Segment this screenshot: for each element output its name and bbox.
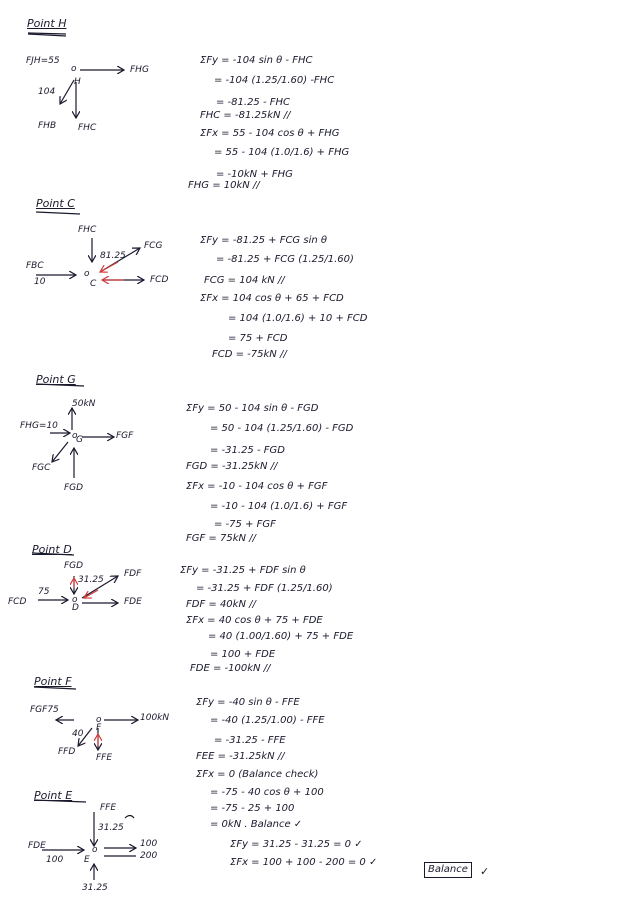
equation-line: ΣFy = 31.25 - 31.25 = 0 ✓ [230, 839, 363, 850]
fgc-label: FGC [32, 463, 51, 473]
fbc-label: FBC [26, 261, 44, 271]
equation-line: = -31.25 + FDF (1.25/1.60) [196, 583, 333, 594]
equation-line: FDF = 40kN // [186, 599, 256, 610]
ffe-label: FFE [100, 803, 117, 813]
node-f-point: o [96, 715, 102, 725]
equation-line: = -75 + FGF [214, 519, 276, 530]
d-label: D [72, 603, 79, 613]
equation-line: ΣFx = 0 (Balance check) [196, 769, 319, 780]
equation-line: ΣFy = -31.25 + FDF sin θ [180, 565, 306, 576]
fgd-label: FGD [64, 483, 84, 493]
equation-line: FGD = -31.25kN // [186, 461, 278, 472]
equation-line: = 55 - 104 (1.0/1.6) + FHG [214, 147, 350, 158]
fhc-label: FHC [78, 225, 97, 235]
fjh-label: FJH=55 [26, 56, 60, 66]
equation-line: = -10 - 104 (1.0/1.6) + FGF [210, 501, 348, 512]
forty-label: 40 [72, 729, 84, 739]
equation-line: = 100 + FDE [210, 649, 276, 660]
ten-label: 10 [34, 277, 46, 287]
point-e-heading: Point E [34, 789, 73, 802]
f-label: F [96, 723, 102, 733]
fdf-label: FDF [124, 569, 142, 579]
bottom-value-label: 31.25 [82, 883, 108, 893]
equation-line: FHG = 10kN // [188, 180, 260, 191]
h-label: H [74, 77, 81, 87]
equation-line: = -104 (1.25/1.60) -FHC [214, 75, 335, 86]
balance-box: Balance [424, 862, 472, 878]
seventyfive-label: 75 [38, 587, 50, 597]
node-d-point: o [72, 595, 78, 605]
point-h-diagram [28, 34, 124, 118]
equation-line: = -81.25 - FHC [216, 97, 291, 108]
fgf-label: FGF75 [30, 705, 59, 715]
equation-line: = -75 - 25 + 100 [210, 803, 295, 814]
d-value-label: 31.25 [78, 575, 104, 585]
equation-line: = -31.25 - FFE [214, 735, 286, 746]
node-g-point: o [72, 431, 78, 441]
right-100-label: 100 [140, 839, 158, 849]
point-d-heading: Point D [32, 543, 72, 556]
node-h-point: o [71, 64, 77, 74]
fde-label: FDE [28, 841, 46, 851]
e-label: E [84, 855, 90, 865]
equation-line: ΣFy = 50 - 104 sin θ - FGD [186, 403, 319, 414]
fhc-label: FHC [78, 123, 97, 133]
equation-line: = 0kN . Balance ✓ [210, 819, 303, 830]
equation-line: ΣFy = -40 sin θ - FFE [196, 697, 300, 708]
fgd-label: FGD [64, 561, 84, 571]
ffe-label: FFE [96, 753, 113, 763]
equation-line: = -75 - 40 cos θ + 100 [210, 787, 324, 798]
f104-label: 104 [38, 87, 56, 97]
point-c-heading: Point C [36, 197, 75, 210]
equation-line: ΣFx = 104 cos θ + 65 + FCD [200, 293, 344, 304]
c-value-label: 81.25 [100, 251, 126, 261]
equation-line: = 40 (1.00/1.60) + 75 + FDE [208, 631, 354, 642]
equation-line: FEE = -31.25kN // [196, 751, 285, 762]
equation-line: FCG = 104 kN // [204, 275, 285, 286]
point-c-diagram [36, 212, 144, 280]
equation-line: FHC = -81.25kN // [200, 110, 291, 121]
node-c-point: o [84, 269, 90, 279]
e-value-label: 31.25 [98, 823, 124, 833]
fgf-label: FGF [116, 431, 134, 441]
node-e-point: o [92, 845, 98, 855]
equation-line: = -10kN + FHG [216, 169, 293, 180]
load-100kn-label: 100kN [140, 713, 170, 723]
point-f-diagram [34, 687, 138, 750]
fhg-label: FHG=10 [20, 421, 58, 431]
g-label: G [76, 435, 83, 445]
equation-line: ΣFx = 40 cos θ + 75 + FDE [186, 615, 323, 626]
point-e-diagram [34, 800, 136, 880]
equation-line: = 75 + FCD [228, 333, 288, 344]
right-200-label: 200 [140, 851, 158, 861]
equation-line: = -81.25 + FCG (1.25/1.60) [216, 254, 354, 265]
fcg-label: FCG [144, 241, 163, 251]
fhg-label: FHG [130, 65, 149, 75]
ffd-label: FFD [58, 747, 76, 757]
point-h-heading: Point H [27, 17, 67, 30]
equation-line: = 104 (1.0/1.6) + 10 + FCD [228, 313, 368, 324]
fcd-label: FCD [8, 597, 27, 607]
c-label: C [90, 279, 97, 289]
equation-line: FGF = 75kN // [186, 533, 256, 544]
equation-line: ΣFy = -81.25 + FCG sin θ [200, 235, 327, 246]
equation-line: FCD = -75kN // [212, 349, 287, 360]
fde-label: FDE [124, 597, 142, 607]
hundred-label: 100 [46, 855, 64, 865]
equation-line: ΣFx = 55 - 104 cos θ + FHG [200, 128, 340, 139]
load-50kn-label: 50kN [72, 399, 96, 409]
equation-line: ΣFy = -104 sin θ - FHC [200, 55, 313, 66]
equation-line: = -40 (1.25/1.00) - FFE [210, 715, 325, 726]
equation-line: ΣFx = -10 - 104 cos θ + FGF [186, 481, 328, 492]
equation-line: = -31.25 - FGD [210, 445, 285, 456]
equation-line: ΣFx = 100 + 100 - 200 = 0 ✓ [230, 857, 378, 868]
equation-line: = 50 - 104 (1.25/1.60) - FGD [210, 423, 354, 434]
fcd-label: FCD [150, 275, 169, 285]
point-g-heading: Point G [36, 373, 76, 386]
equation-line: FDE = -100kN // [190, 663, 271, 674]
point-f-heading: Point F [34, 675, 72, 688]
fhb-label: FHB [38, 121, 57, 131]
check-mark-icon: ✓ [480, 865, 490, 878]
